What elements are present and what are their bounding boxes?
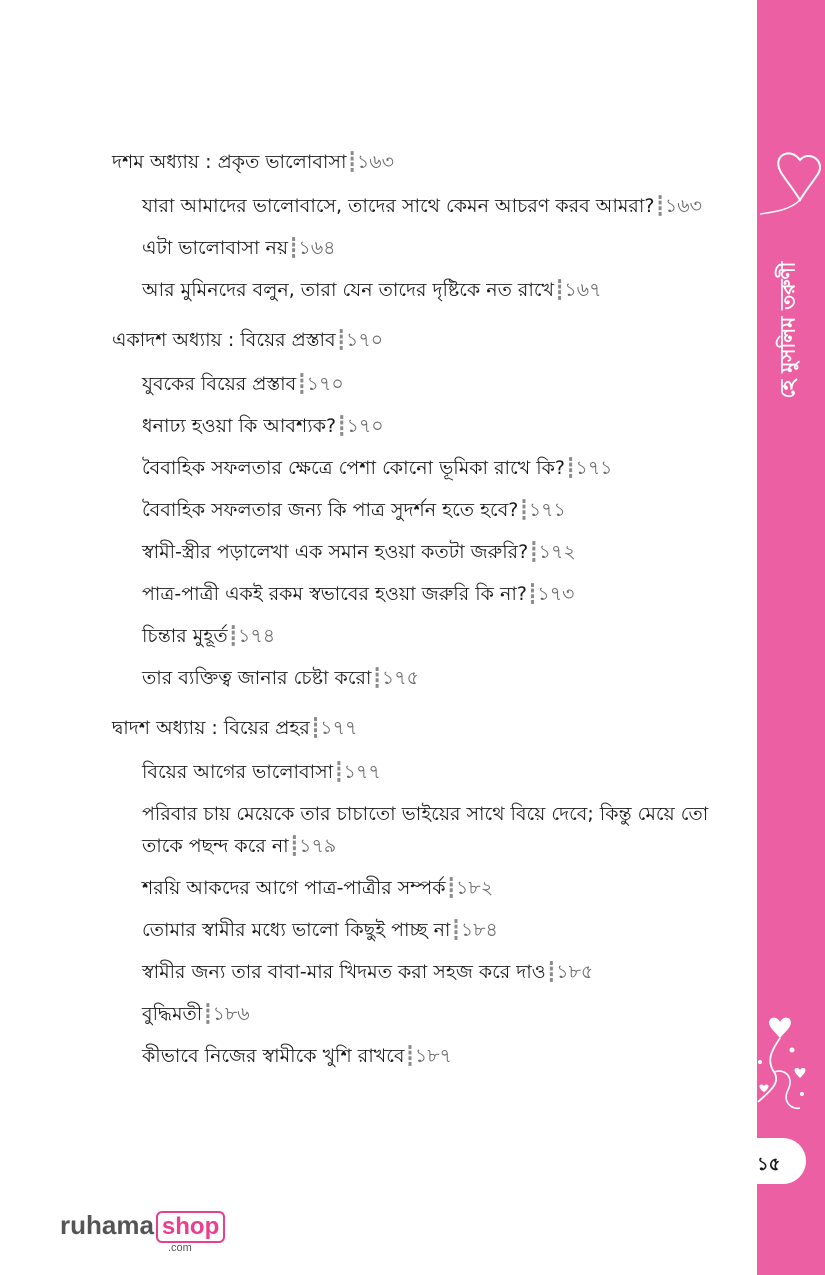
entry-text: কীভাবে নিজের স্বামীকে খুশি রাখবে (142, 1045, 405, 1067)
page-number: ১৫ (757, 1154, 781, 1175)
entry-page: ১৬৪ (298, 237, 336, 259)
separator-glyph: ┋ (654, 195, 665, 217)
separator-glyph: ┋ (333, 761, 344, 783)
toc-entry (142, 494, 732, 526)
entry-text: যুবকের বিয়ের প্রস্তাব (142, 373, 297, 395)
sidebar-title-text: হে মুসলিম তরুণী (775, 261, 800, 399)
toc-entry (142, 956, 732, 988)
toc-entry (142, 1040, 732, 1072)
entry-page: ১৮৭ (414, 1045, 452, 1067)
toc-entry (142, 232, 732, 264)
separator-glyph: ┋ (288, 237, 299, 259)
separator-glyph: ┋ (296, 373, 307, 395)
entry-text: বিয়ের আগের ভালোবাসা (142, 761, 334, 783)
separator-glyph: ┋ (309, 717, 321, 739)
chapter-heading (112, 710, 732, 746)
toc-entry (142, 662, 732, 694)
entry-page: ১৭০ (306, 373, 344, 395)
entry-page: ১৮২ (456, 877, 494, 899)
separator-glyph: ┋ (526, 583, 538, 605)
logo-domain: .com (168, 1242, 192, 1254)
entry-page: ১৭১ (528, 499, 566, 521)
chapter-heading (112, 322, 732, 358)
toc-entry (142, 620, 732, 652)
entry-text: ধনাঢ্য হওয়া কি আবশ্যক? (142, 415, 337, 437)
entry-text: তার ব্যক্তিত্ব জানার চেষ্টা করো (142, 667, 372, 689)
entry-page: ১৭২ (538, 541, 576, 563)
entry-text: পাত্র-পাত্রী একই রকম স্বভাবের হওয়া জরুরি কি না? (142, 583, 527, 605)
entry-page: ১৭৯ (299, 835, 337, 857)
entry-text: স্বামী-স্ত্রীর পড়ালেখা এক সমান হওয়া কতটা জরুরি? (142, 541, 529, 563)
chapter-page: ১৭৭ (320, 717, 358, 739)
toc-entry (142, 410, 732, 442)
entry-page: ১৭৫ (381, 667, 419, 689)
separator-glyph: ┋ (553, 279, 565, 301)
toc-entry (142, 452, 732, 484)
entry-text: শরয়ি আকদের আগে পাত্র-পাত্রীর সম্পর্ক (142, 877, 446, 899)
separator-glyph: ┋ (545, 961, 557, 983)
entry-page: ১৭০ (346, 415, 384, 437)
separator-glyph: ┋ (227, 625, 239, 647)
entry-text: বুদ্ধিমতী (142, 1003, 203, 1025)
entry-text: চিন্তার মুহূর্ত (142, 625, 228, 647)
separator-glyph: ┋ (450, 919, 461, 941)
ruhama-shop-logo (60, 1210, 225, 1254)
toc-entry (142, 872, 732, 904)
separator-glyph: ┋ (346, 151, 357, 173)
toc-entry (142, 368, 732, 400)
toc-entry (142, 190, 732, 222)
entry-text: যারা আমাদের ভালোবাসে, তাদের সাথে কেমন আচরণ করব আমরা? (142, 195, 655, 217)
entry-page: ১৮৪ (460, 919, 498, 941)
toc-entry (142, 914, 732, 946)
toc-entry (142, 998, 732, 1030)
chapter-title: একাদশ অধ্যায় : বিয়ের প্রস্তাব (112, 329, 336, 351)
entry-text: পরিবার চায় মেয়েকে তার চাচাতো ভাইয়ের সাথে বিয়ে দেবে; কিন্তু মেয়ে তো তাকে পছন্দ করে না (142, 803, 709, 857)
entry-page: ১৬৭ (564, 279, 602, 301)
entry-page: ১৬৩ (664, 195, 702, 217)
toc-entry (142, 578, 732, 610)
separator-glyph: ┋ (336, 415, 347, 437)
entry-page: ১৭৪ (238, 625, 276, 647)
logo-shop: shop (156, 1211, 225, 1243)
entry-text: এটা ভালোবাসা নয় (142, 237, 289, 259)
entry-page: ১৭৩ (537, 583, 575, 605)
chapter-title: দশম অধ্যায় : প্রকৃত ভালোবাসা (112, 151, 347, 173)
toc-entry (142, 536, 732, 568)
separator-glyph: ┋ (335, 329, 347, 351)
chapter-page: ১৭০ (346, 329, 384, 351)
separator-glyph: ┋ (404, 1045, 415, 1067)
toc-entry (142, 274, 732, 306)
floral-hearts-icon (752, 1010, 812, 1140)
separator-glyph: ┋ (288, 835, 300, 857)
chapter-heading (112, 144, 732, 180)
toc-entry (142, 756, 732, 788)
entry-text: স্বামীর জন্য তার বাবা-মার খিদমত করা সহজ করে দাও (142, 961, 546, 983)
entry-text: বৈবাহিক সফলতার ক্ষেত্রে পেশা কোনো ভূমিকা রাখে কি? (142, 457, 566, 479)
separator-glyph: ┋ (371, 667, 382, 689)
logo-brand: ruhama (60, 1210, 154, 1240)
separator-glyph: ┋ (528, 541, 539, 563)
entry-page: ১৭১ (575, 457, 613, 479)
chapter-title: দ্বাদশ অধ্যায় : বিয়ের প্রহর (112, 717, 310, 739)
separator-glyph: ┋ (202, 1003, 213, 1025)
separator-glyph: ┋ (445, 877, 457, 899)
heart-outline-icon (760, 150, 822, 230)
entry-text: আর মুমিনদের বলুন, তারা যেন তাদের দৃষ্টিকে নত রাখে (142, 279, 554, 301)
sidebar-book-title (765, 240, 815, 420)
separator-glyph: ┋ (565, 457, 576, 479)
toc-entry (142, 798, 732, 862)
entry-page: ১৮৬ (212, 1003, 250, 1025)
entry-page: ১৭৭ (343, 761, 381, 783)
entry-text: তোমার স্বামীর মধ্যে ভালো কিছুই পাচ্ছ না (142, 919, 451, 941)
chapter-page: ১৬৩ (356, 151, 394, 173)
table-of-contents (112, 144, 732, 1072)
entry-text: বৈবাহিক সফলতার জন্য কি পাত্র সুদর্শন হতে হবে? (142, 499, 519, 521)
separator-glyph: ┋ (518, 499, 529, 521)
entry-page: ১৮৫ (556, 961, 594, 983)
